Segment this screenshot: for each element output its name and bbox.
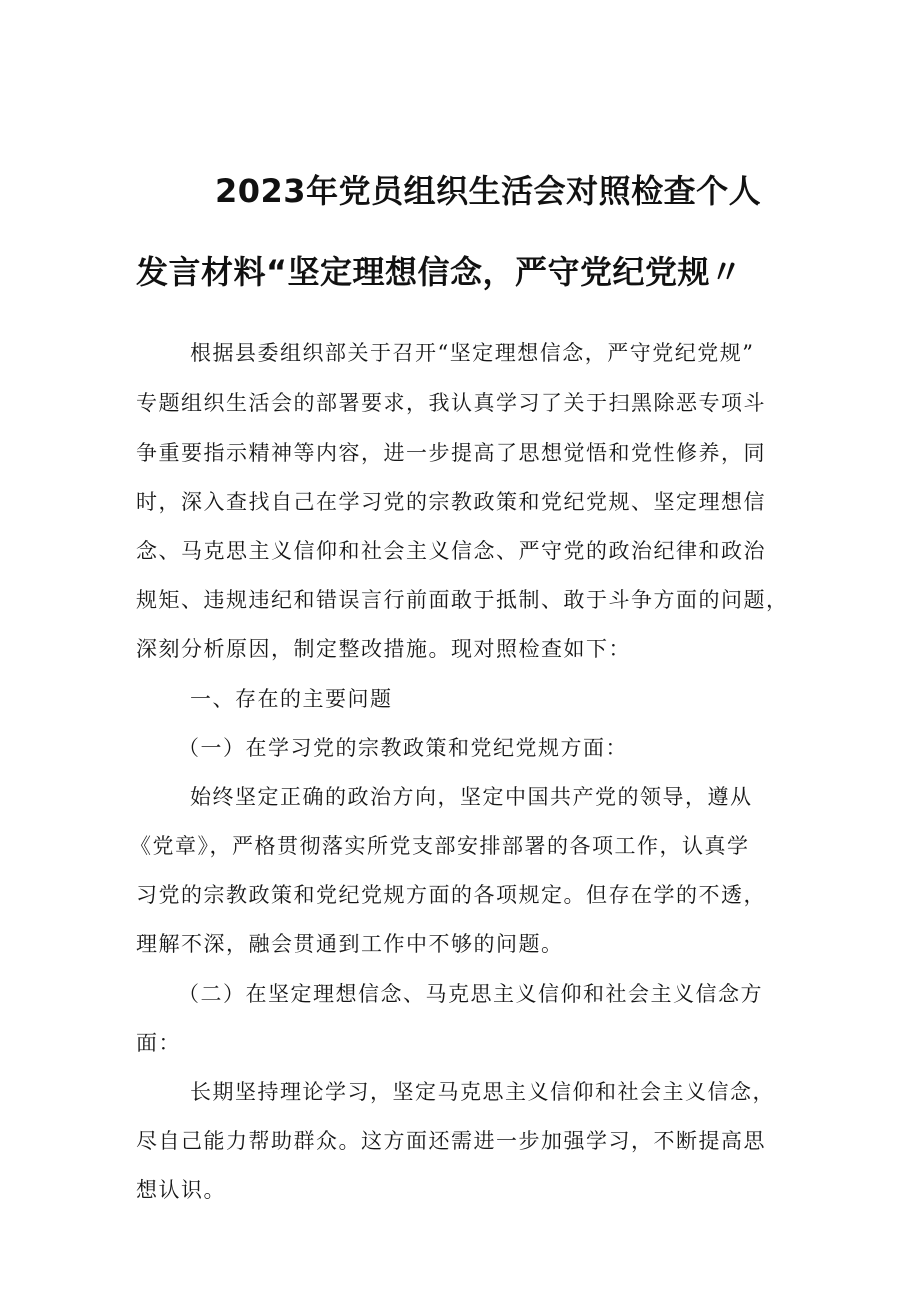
body-line: 深刻分析原因，制定整改措施。现对照检查如下： <box>136 637 631 661</box>
section-heading: 一、存在的主要问题 <box>190 687 393 711</box>
body-line: 长期坚持理论学习，坚定马克思主义信仰和社会主义信念， <box>190 1080 775 1104</box>
body-line: 理解不深，融会贯通到工作中不够的问题。 <box>136 932 564 956</box>
body-line: 规矩、违规违纪和错误言行前面敢于抵制、敢于斗争方面的问题， <box>136 588 789 612</box>
document-title-line-2: 发言材料“坚定理想信念，严守党纪党规〃 <box>136 253 743 291</box>
body-line: 习党的宗教政策和党纪党规方面的各项规定。但存在学的不透， <box>136 883 766 907</box>
body-line: 尽自己能力帮助群众。这方面还需进一步加强学习，不断提高思 <box>136 1129 766 1153</box>
body-line: 念、马克思主义信仰和社会主义信念、严守党的政治纪律和政治 <box>136 539 766 563</box>
body-line: 面： <box>136 1031 181 1055</box>
document-title-line-1: 2023年党员组织生活会对照检查个人 <box>215 172 762 210</box>
body-line: 始终坚定正确的政治方向，坚定中国共产党的领导，遵从 <box>190 785 753 809</box>
body-line: 时，深入查找自己在学习党的宗教政策和党纪党规、坚定理想信 <box>136 490 766 514</box>
body-line: 想认识。 <box>136 1178 226 1202</box>
subsection-heading: （一）在学习党的宗教政策和党纪党规方面： <box>178 736 628 760</box>
body-line: 争重要指示精神等内容，进一步提高了思想觉悟和党性修养，同 <box>136 441 766 465</box>
body-line: 专题组织生活会的部署要求，我认真学习了关于扫黑除恶专项斗 <box>136 391 766 415</box>
body-line: 根据县委组织部关于召开“坚定理想信念，严守党纪党规” <box>190 341 755 365</box>
subsection-heading: （二）在坚定理想信念、马克思主义信仰和社会主义信念方 <box>178 982 763 1006</box>
body-line: 《党章》，严格贯彻落实所党支部安排部署的各项工作，认真学 <box>130 834 750 858</box>
